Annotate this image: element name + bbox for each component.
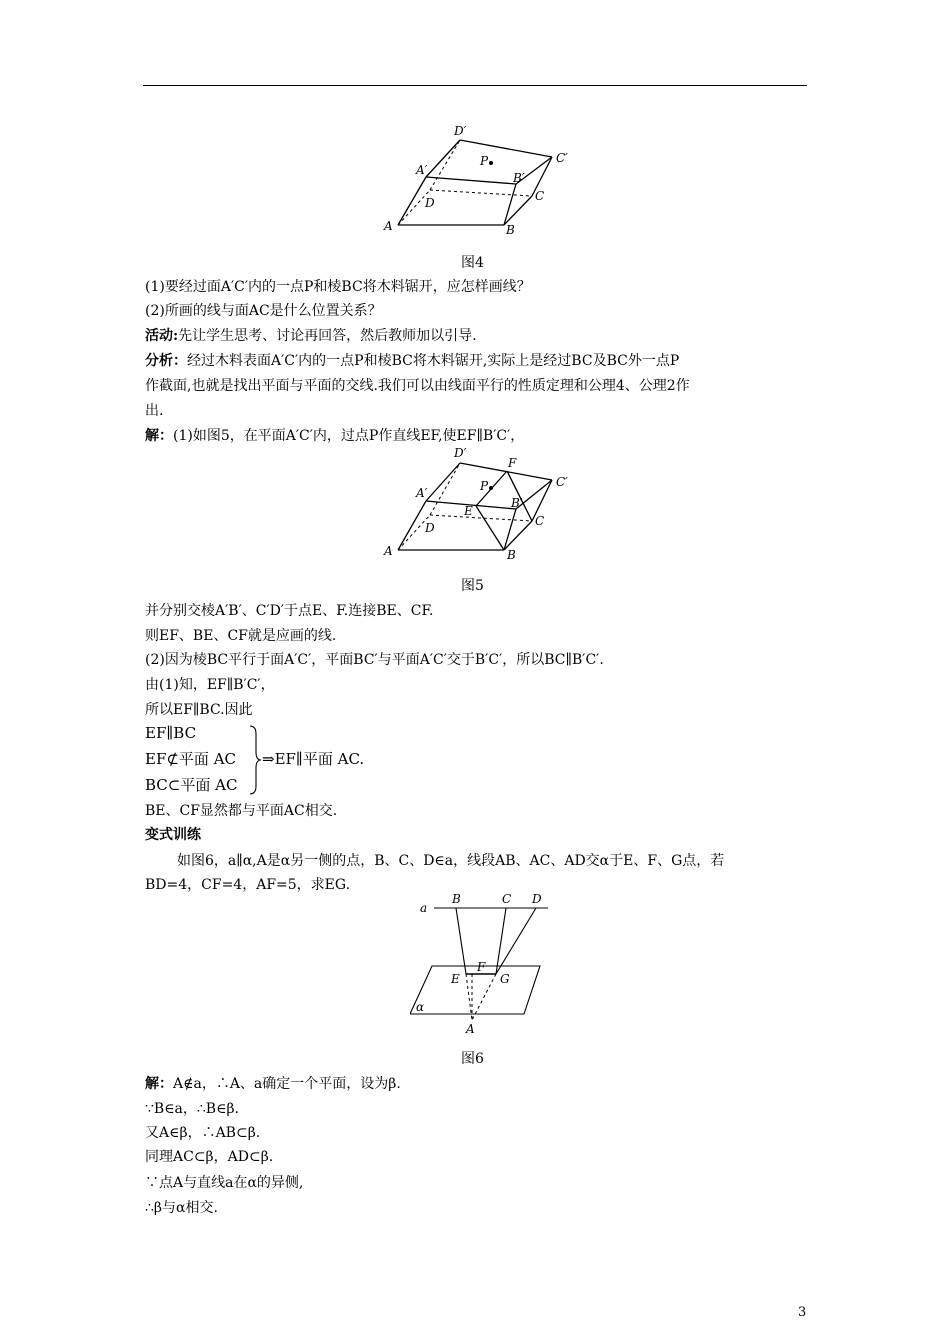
solution-2-step-5: ∴β与α相交. [145, 1200, 218, 1216]
analysis-text-1: 经过木料表面A′C′内的一点P和棱BC将木料锯开,实际上是经过BC及BC外一点P [187, 353, 680, 369]
label-b: B [507, 548, 516, 562]
question-1: (1)要经过面A′C′内的一点P和棱BC将木料锯开，应怎样画线？ [145, 279, 531, 295]
label-a-prime: A′ [416, 163, 428, 177]
label-line-a: a [420, 901, 428, 915]
analysis-label: 分析： [145, 353, 187, 369]
label-d: D [532, 892, 542, 906]
figure-6-diagram [410, 890, 560, 1040]
figure-4-diagram [370, 120, 580, 245]
page-number: 3 [798, 1305, 807, 1320]
analysis-line-2: 作截面,也就是找出平面与平面的交线.我们可以由线面平行的性质定理和公理4、公理2作 [145, 378, 690, 394]
analysis-line-1 [145, 352, 679, 370]
solution-2-text: A∉a，∴A、a确定一个平面，设为β. [173, 1076, 401, 1092]
solution-2-step-3: 同理AC⊂β，AD⊂β. [145, 1149, 274, 1165]
brace-line-2: EF⊄平面 AC [145, 750, 237, 768]
label-c-prime: C′ [556, 475, 568, 489]
header-rule [143, 85, 807, 86]
question-2: (2)所画的线与面AC是什么位置关系？ [145, 303, 382, 319]
label-b: B [506, 223, 515, 237]
label-e: E [451, 972, 460, 986]
label-e: E [464, 504, 473, 518]
solution-2-label: 解： [145, 1076, 173, 1092]
label-a: A [384, 219, 393, 233]
variant-problem-line-2: BD=4，CF=4，AF=5，求EG. [145, 877, 351, 893]
label-c-prime: C′ [556, 151, 568, 165]
solution-1-step-1: 并分别交棱A′B′、C′D′于点E、F.连接BE、CF. [145, 603, 434, 619]
label-p: P [480, 479, 489, 493]
solution-1-label: 解： [145, 428, 173, 444]
solution-2-step-4: ∵点A与直线a在α的异侧, [145, 1175, 304, 1191]
point-p-dot [489, 161, 493, 165]
solution-1-step-5: 所以EF∥BC.因此 [145, 702, 253, 718]
figure-6-caption: 图6 [461, 1051, 484, 1067]
label-d-prime: D′ [454, 124, 467, 138]
activity-paragraph [145, 327, 477, 345]
point-p-dot [489, 486, 493, 490]
variant-training-title: 变式训练 [145, 827, 201, 843]
label-a-prime: A′ [416, 486, 428, 500]
solution-2-line [145, 1075, 401, 1093]
brace-line-3: BC⊂平面 AC [145, 776, 238, 794]
label-c: C [502, 892, 512, 906]
solution-1-step-3: (2)因为棱BC平行于面A′C′，平面BC′与平面A′C′交于B′C′，所以BC∥B′C′. [145, 652, 604, 668]
solution-1-step-4: 由(1)知，EF∥B′C′， [145, 677, 275, 693]
label-c: C [535, 189, 545, 203]
brace-line-1: EF∥BC [145, 724, 197, 742]
right-brace [248, 724, 262, 796]
activity-label: 活动: [145, 328, 179, 344]
label-a-point: A [466, 1022, 475, 1036]
label-b: B [452, 892, 461, 906]
label-g: G [500, 972, 510, 986]
label-d-prime: D′ [454, 446, 467, 460]
analysis-line-3: 出. [145, 403, 164, 419]
label-b-prime: B′ [513, 171, 525, 185]
activity-text: 先让学生思考、讨论再回答，然后教师加以引导. [178, 328, 477, 344]
label-alpha: α [416, 1000, 425, 1014]
label-d: D [425, 521, 435, 535]
label-b-prime: B′ [511, 496, 523, 510]
label-d: D [425, 196, 435, 210]
brace-result: ⇒EF∥平面 AC. [262, 750, 365, 768]
figure-5-diagram [370, 443, 580, 568]
solution-1-step-2: 则EF、BE、CF就是应画的线. [145, 628, 337, 644]
label-f: F [508, 456, 517, 470]
label-c: C [535, 514, 545, 528]
solution-1-text: (1)如图5，在平面A′C′内，过点P作直线EF,使EF∥B′C′， [173, 428, 525, 444]
label-a: A [384, 544, 393, 558]
variant-problem-line-1: 如图6，a∥α,A是α另一侧的点，B、C、D∈a，线段AB、AC、AD交α于E、F、G点，若 [177, 853, 725, 869]
solution-2-step-2: 又A∈β，∴AB⊂β. [145, 1125, 261, 1141]
solution-2-step-1: ∵B∈a，∴B∈β. [145, 1101, 240, 1117]
figure-5-caption: 图5 [461, 578, 484, 594]
figure-4-caption: 图4 [461, 255, 484, 271]
label-f: F [477, 960, 486, 974]
solution-1-conclusion: BE、CF显然都与平面AC相交. [145, 803, 338, 819]
label-p: P [480, 154, 489, 168]
